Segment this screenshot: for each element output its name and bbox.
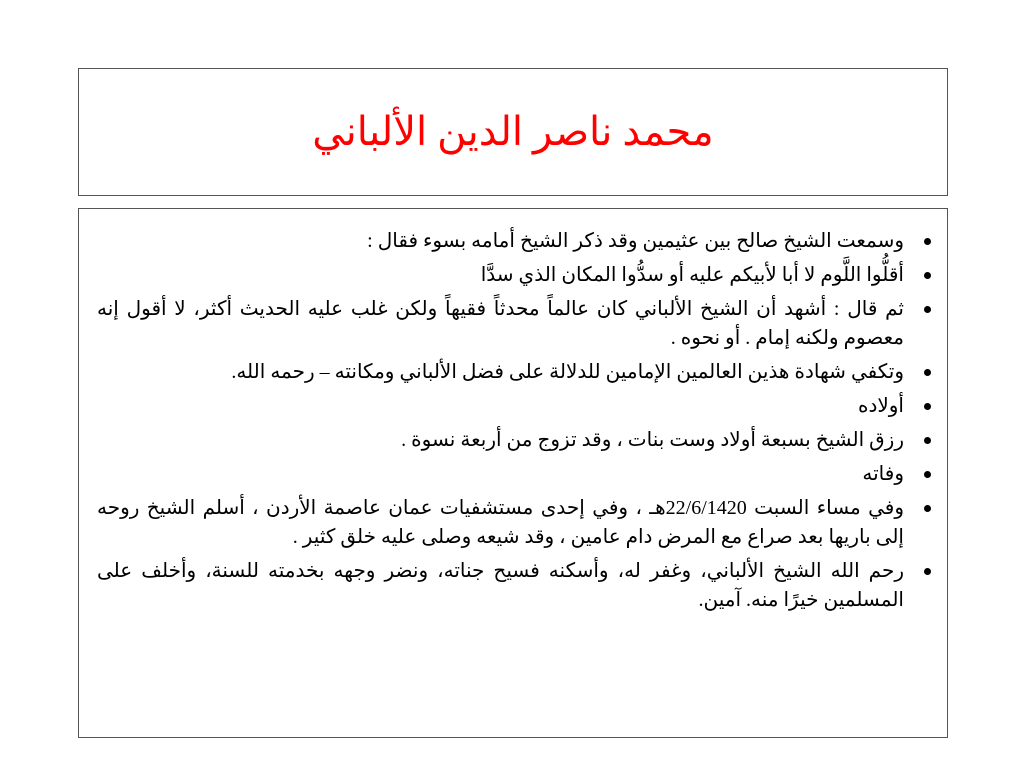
bullet-icon — [924, 437, 931, 444]
content-placeholder — [78, 208, 948, 738]
list-item — [97, 392, 933, 421]
bullet-icon — [924, 403, 931, 410]
bullet-text: وفي مساء السبت 22/6/1420هـ ، وفي إحدى مستشفيات عمان عاصمة الأردن ، أسلم الشيخ روحه إلى باريها بعد صراع مع المرض دام عامين ، وقد شيعه وصلى عليه خلق كثير . — [97, 497, 904, 548]
list-item — [97, 358, 933, 387]
bullet-list — [79, 209, 947, 615]
bullet-text: أقلُّوا اللَّوم لا أبا لأبيكم عليه أو سدُّوا المكان الذي سدَّا — [480, 264, 904, 286]
list-item — [97, 426, 933, 455]
bullet-icon — [924, 306, 931, 313]
bullet-icon — [924, 272, 931, 279]
list-item — [97, 227, 933, 256]
slide-title: محمد ناصر الدين الألباني — [312, 109, 714, 154]
bullet-icon — [924, 471, 931, 478]
section-heading-death: وفاته — [862, 463, 904, 485]
list-item — [97, 261, 933, 290]
bullet-icon — [924, 505, 931, 512]
list-item — [97, 557, 933, 615]
bullet-icon — [924, 369, 931, 376]
bullet-text: وتكفي شهادة هذين العالمين الإمامين للدلالة على فضل الألباني ومكانته – رحمه الله. — [231, 361, 904, 383]
list-item — [97, 295, 933, 353]
bullet-text: وسمعت الشيخ صالح بين عثيمين وقد ذكر الشيخ أمامه بسوء فقال : — [367, 230, 904, 252]
list-item — [97, 460, 933, 489]
section-heading-children: أولاده — [857, 395, 904, 417]
bullet-text: رزق الشيخ بسبعة أولاد وست بنات ، وقد تزوج من أربعة نسوة . — [401, 429, 904, 451]
bullet-text: رحم الله الشيخ الألباني، وغفر له، وأسكنه فسيح جناته، ونضر وجهه بخدمته للسنة، وأخلف على المسلمين خيرًا منه. آمين. — [97, 560, 904, 611]
bullet-icon — [924, 238, 931, 245]
list-item — [97, 494, 933, 552]
title-placeholder — [78, 68, 948, 196]
bullet-text: ثم قال : أشهد أن الشيخ الألباني كان عالماً محدثاً فقيهاً ولكن غلب عليه الحديث أكثر، لا أقول إنه معصوم ولكنه إمام . أو نحوه . — [97, 298, 904, 349]
bullet-icon — [924, 568, 931, 575]
